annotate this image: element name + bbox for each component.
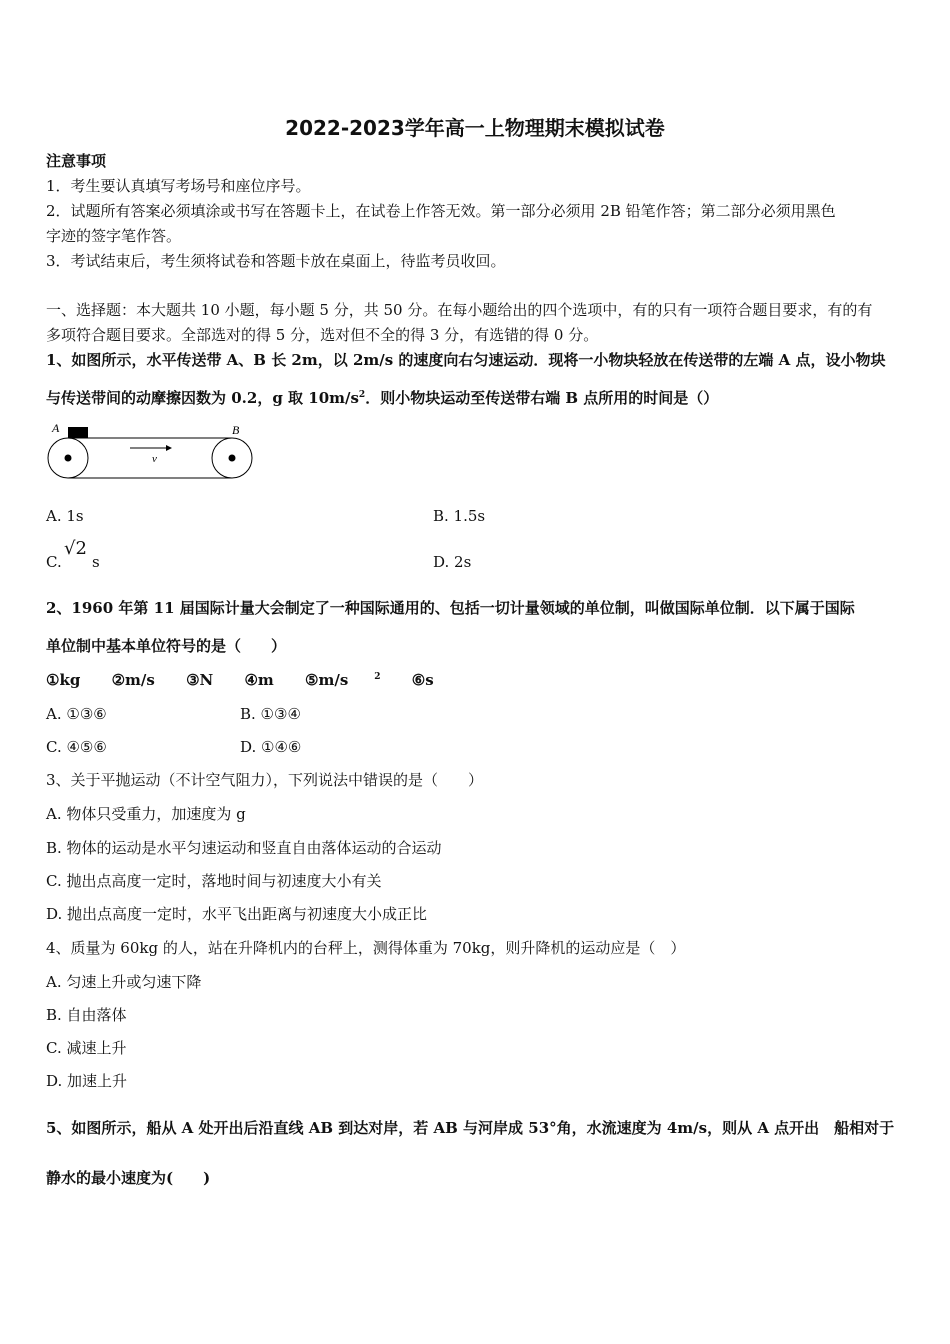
label-b: B	[232, 423, 240, 437]
unit-item: ④m	[244, 671, 274, 689]
notice-item: 3．考试结束后，考生须将试卷和答题卡放在桌面上，待监考员收回。	[46, 252, 506, 270]
notice-item: 字迹的签字笔作答。	[46, 227, 182, 245]
q2-option-b: B. ①③④	[240, 705, 301, 723]
q2-option-d: D. ①④⑥	[240, 738, 302, 756]
unit-item: ⑥s	[411, 671, 434, 689]
conveyor-belt-figure	[44, 420, 264, 482]
q4-stem: 4、质量为 60kg 的人，站在升降机内的台秤上，测得体重为 70kg，则升降机的运动应是（ ）	[46, 939, 686, 957]
q5-stem-2: 静水的最小速度为( )	[46, 1169, 211, 1187]
unit-item: ③N	[186, 671, 214, 689]
q1-option-d: D. 2s	[433, 553, 472, 571]
label-v: v	[152, 453, 157, 465]
label-a: A	[52, 421, 60, 435]
section-intro: 多项符合题目要求。全部选对的得 5 分，选对但不全的得 3 分，有选错的得 0 分。	[46, 326, 599, 344]
section-intro: 一、选择题：本大题共 10 小题，每小题 5 分，共 50 分。在每小题给出的四个选项中，有的只有一项符合题目要求，有的有	[46, 301, 873, 319]
q4-option: A. 匀速上升或匀速下降	[46, 973, 202, 991]
q1-stem: 1、如图所示，水平传送带 A、B 长 2m，以 2m/s 的速度向右匀速运动．现将一小物块轻放在传送带的左端 A 点，设小物块	[46, 351, 886, 369]
q2-stem-2: 单位制中基本单位符号的是（ ）	[46, 637, 287, 655]
q3-stem: 3、关于平抛运动（不计空气阻力），下列说法中错误的是（ ）	[46, 771, 484, 789]
q1-option-c-root: √2	[64, 538, 87, 559]
q4-option: C. 减速上升	[46, 1039, 127, 1057]
q2-option-c: C. ④⑤⑥	[46, 738, 107, 756]
q1-option-c-prefix: C.	[46, 553, 62, 571]
unit-item: ②m/s	[111, 671, 155, 689]
q1-option-a: A. 1s	[46, 507, 84, 525]
q2-stem: 2、1960 年第 11 届国际计量大会制定了一种国际通用的、包括一切计量领域的单位制，叫做国际单位制．以下属于国际	[46, 599, 855, 617]
q3-option: B. 物体的运动是水平匀速运动和竖直自由落体运动的合运动	[46, 839, 442, 857]
page-title: 2022-2023学年高一上物理期末模拟试卷	[285, 116, 665, 140]
notice-item: 1．考生要认真填写考场号和座位序号。	[46, 177, 311, 195]
q1-stem-2: 与传送带间的动摩擦因数为 0.2，g 取 $10m/s^2$．则小物块运动至传送带右端 B 点所用的时间是（）	[46, 389, 719, 407]
q3-option: D. 抛出点高度一定时，水平飞出距离与初速度大小成正比	[46, 905, 428, 923]
q1-option-b: B. 1.5s	[433, 507, 486, 525]
q2-units	[46, 670, 460, 690]
notice-heading: 注意事项	[46, 152, 107, 170]
q3-option: A. 物体只受重力，加速度为 g	[46, 805, 246, 823]
q5-stem: 5、如图所示，船从 A 处开出后沿直线 AB 到达对岸，若 AB 与河岸成 53°角，水流速度为 4m/s，则从 A 点开出 船相对于	[46, 1119, 895, 1137]
unit-item: ①kg	[46, 671, 81, 689]
q1-option-c-unit: s	[92, 553, 100, 571]
block	[68, 427, 88, 438]
notice-item: 2．试题所有答案必须填涂或书写在答题卡上，在试卷上作答无效。第一部分必须用 2B 铅笔作答；第二部分必须用黑色	[46, 202, 836, 220]
unit-item: ⑤m/s $^2$	[305, 671, 381, 689]
q3-option: C. 抛出点高度一定时，落地时间与初速度大小有关	[46, 872, 382, 890]
q2-option-a: A. ①③⑥	[46, 705, 107, 723]
q4-option: D. 加速上升	[46, 1072, 128, 1090]
q4-option: B. 自由落体	[46, 1006, 127, 1024]
